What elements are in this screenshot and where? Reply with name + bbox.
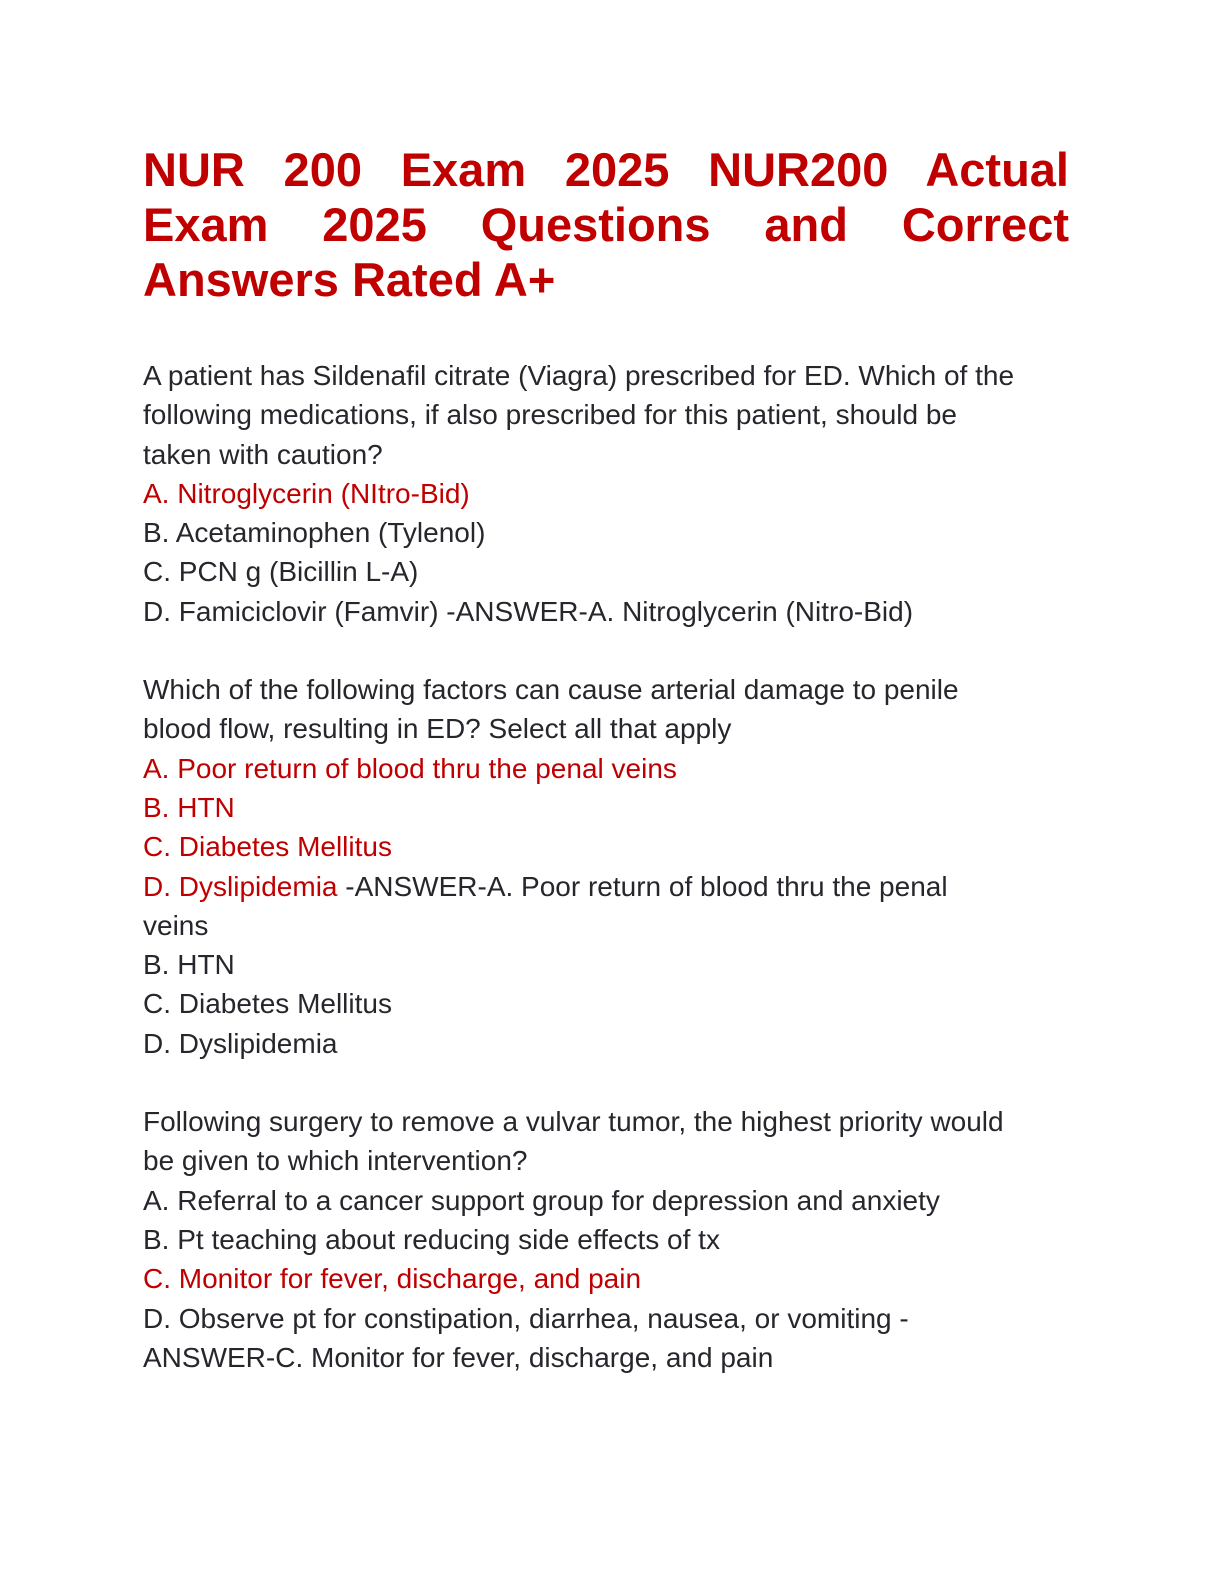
- option-a-highlighted: A. Poor return of blood thru the penal veins: [143, 752, 677, 784]
- answer-line: veins: [143, 909, 209, 941]
- question-stem-line: following medications, if also prescribed for this patient, should be: [143, 399, 957, 431]
- option-c-highlighted: C. Diabetes Mellitus: [143, 831, 392, 863]
- option-b: B. Acetaminophen (Tylenol): [143, 517, 486, 549]
- question-block-3: [143, 1102, 1069, 1377]
- answer-line: C. Diabetes Mellitus: [143, 988, 392, 1020]
- question-stem-line: taken with caution?: [143, 438, 383, 470]
- title-line: Answers Rated A+: [143, 253, 556, 306]
- question-stem-line: blood flow, resulting in ED? Select all that apply: [143, 713, 732, 745]
- question-block-1: [143, 356, 1069, 631]
- option-d-line: [143, 867, 1069, 906]
- option-d-highlighted: D. Dyslipidemia: [143, 870, 338, 902]
- answer-line: B. HTN: [143, 949, 235, 981]
- title-line: Exam 2025 Questions and Correct: [143, 198, 1069, 251]
- document-content: [143, 142, 1069, 1377]
- option-c-highlighted: C. Monitor for fever, discharge, and pain: [143, 1263, 642, 1295]
- question-stem-line: Which of the following factors can cause arterial damage to penile: [143, 674, 959, 706]
- question-stem-line: A patient has Sildenafil citrate (Viagra) prescribed for ED. Which of the: [143, 360, 1015, 391]
- question-block-2: [143, 670, 1069, 1063]
- answer-text: -ANSWER-A. Poor return of blood thru the penal: [337, 870, 948, 902]
- option-d: D. Observe pt for constipation, diarrhea, nausea, or vomiting -: [143, 1302, 909, 1334]
- option-b-highlighted: B. HTN: [143, 791, 235, 823]
- option-b: B. Pt teaching about reducing side effects of tx: [143, 1223, 720, 1255]
- option-d-with-answer: D. Famiciclovir (Famvir) -ANSWER-A. Nitroglycerin (Nitro-Bid): [143, 595, 914, 627]
- question-stem-line: Following surgery to remove a vulvar tumor, the highest priority would: [143, 1106, 1004, 1138]
- option-c: C. PCN g (Bicillin L-A): [143, 556, 419, 588]
- question-stem-line: be given to which intervention?: [143, 1145, 528, 1177]
- document-title: [143, 142, 1069, 307]
- option-a: A. Referral to a cancer support group for depression and anxiety: [143, 1184, 940, 1216]
- title-line: NUR 200 Exam 2025 NUR200 Actual: [143, 143, 1069, 196]
- option-a-highlighted: A. Nitroglycerin (NItro-Bid): [143, 477, 470, 509]
- answer-line: ANSWER-C. Monitor for fever, discharge, and pain: [143, 1341, 774, 1373]
- answer-line: D. Dyslipidemia: [143, 1027, 338, 1059]
